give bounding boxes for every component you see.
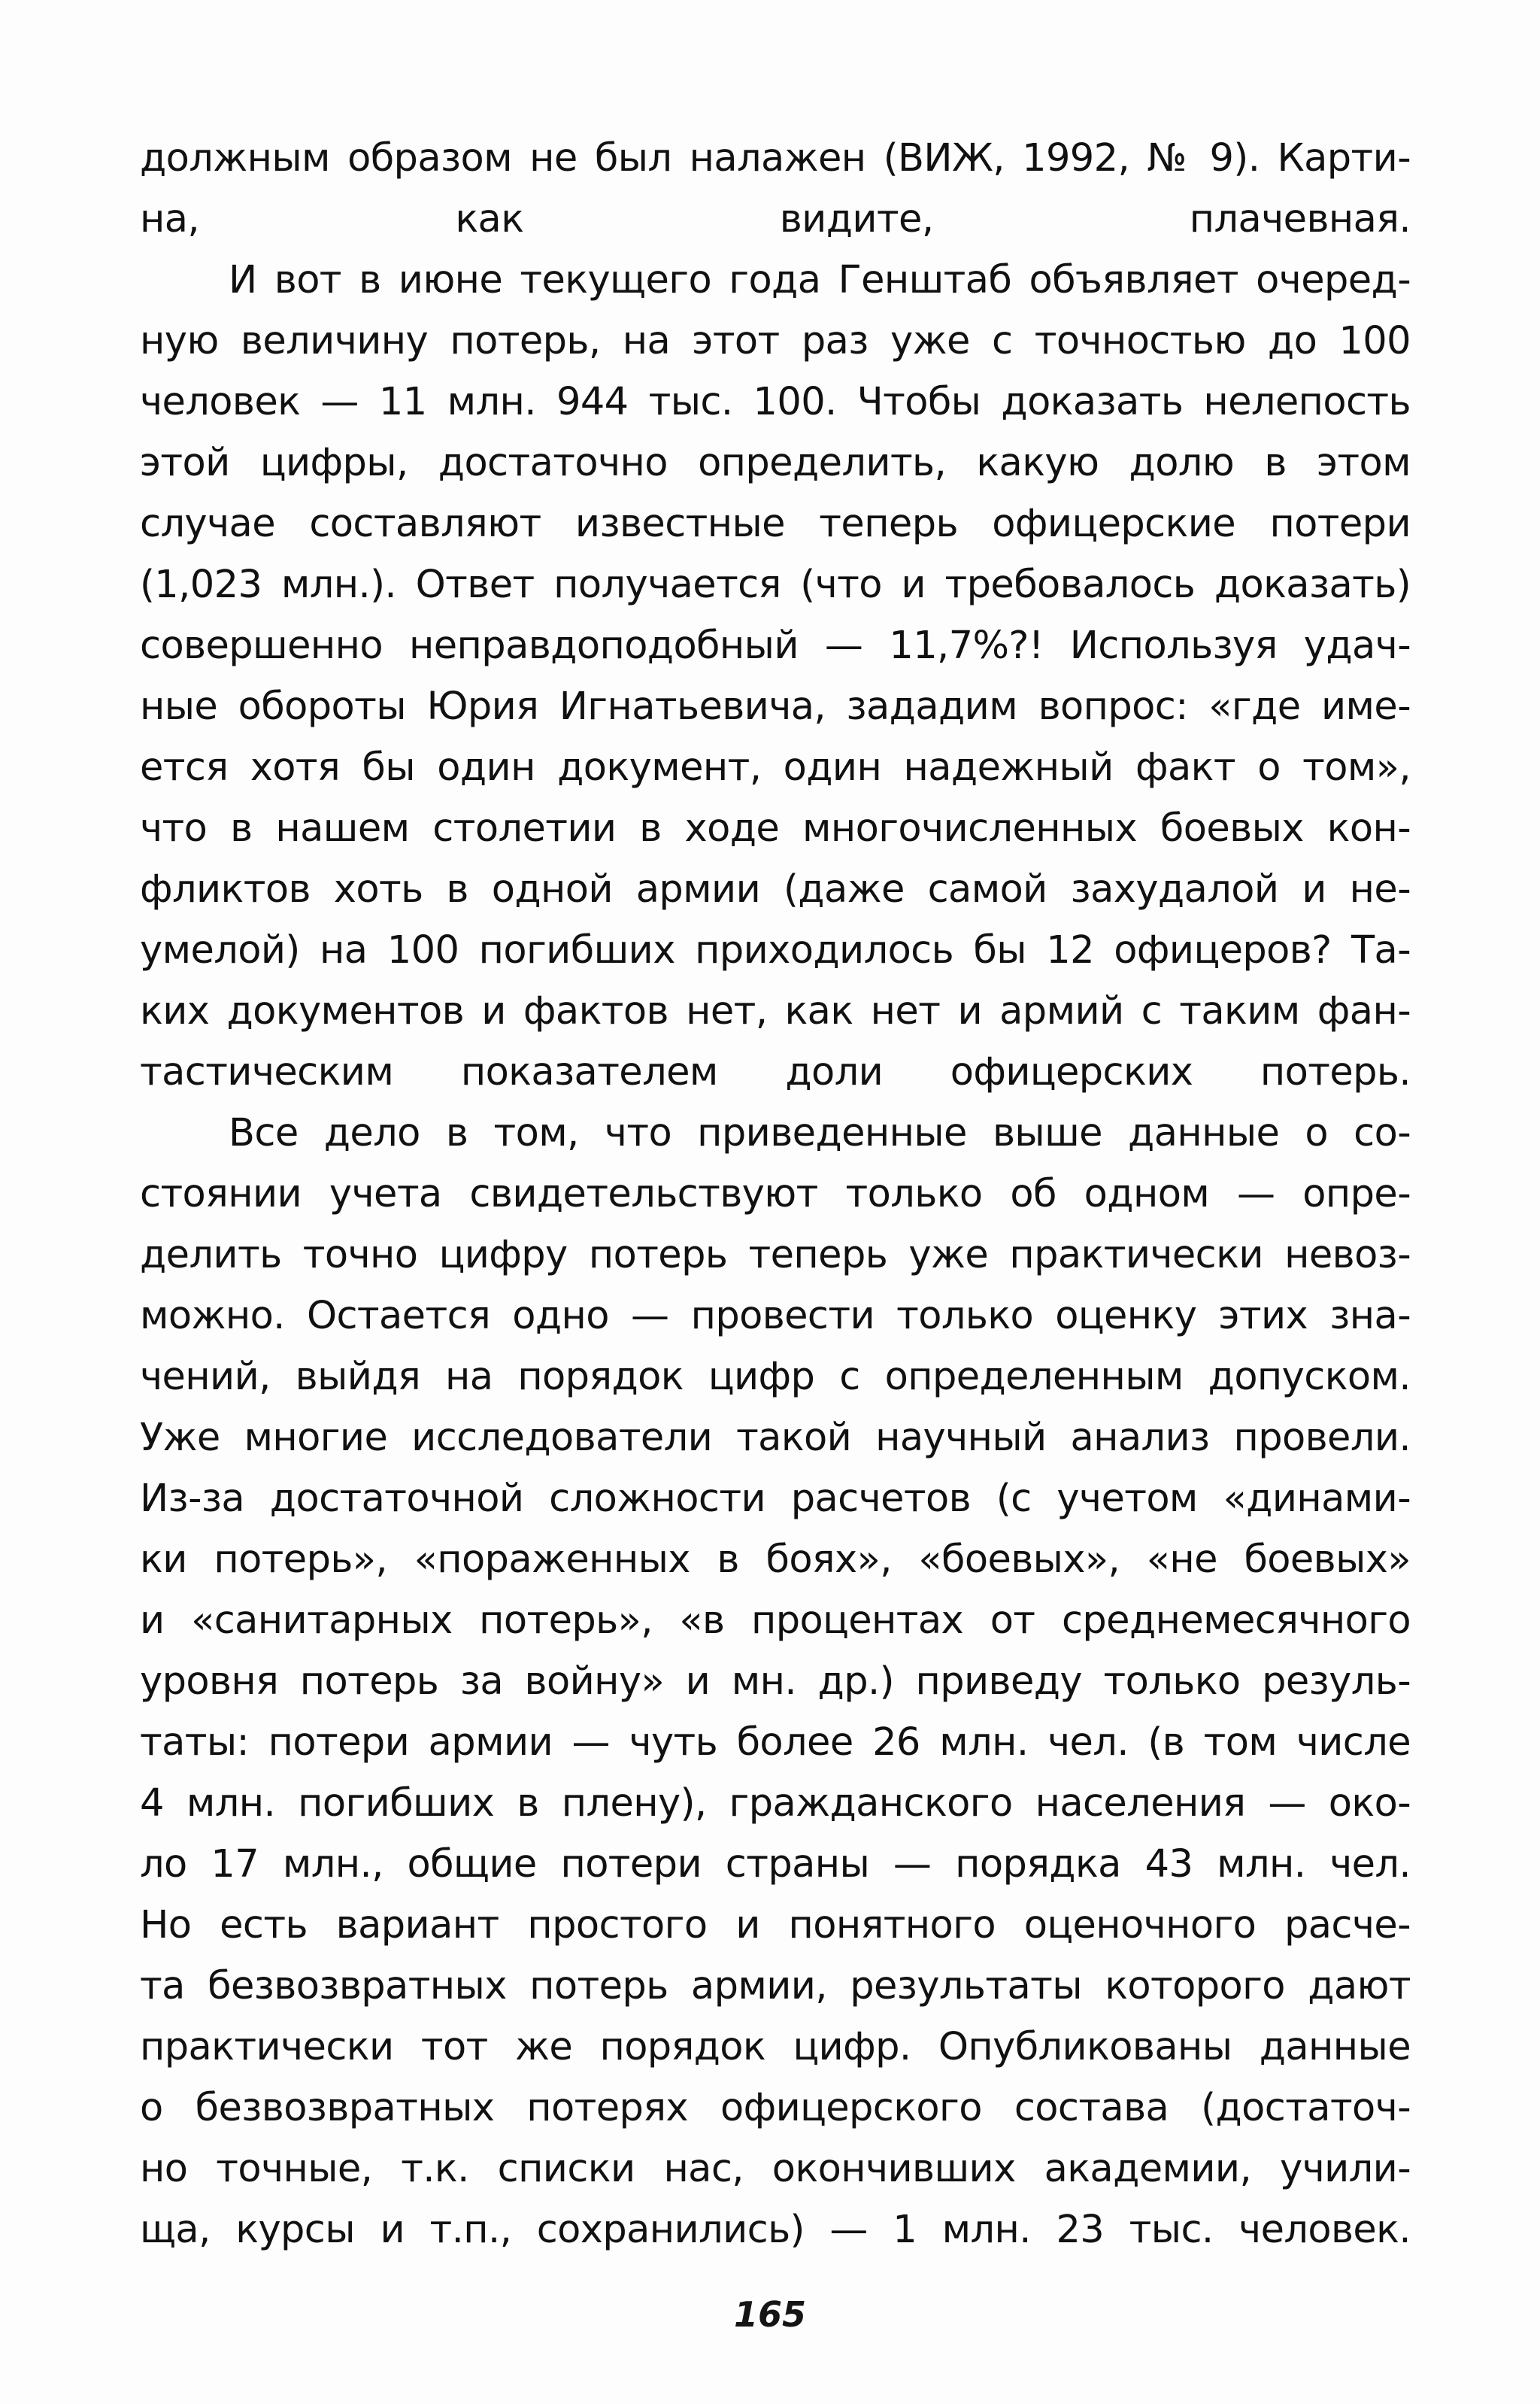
text-line: тастическим показателем доли офицерских потерь. (140, 1050, 1411, 1094)
text-line: практически тот же порядок цифр. Опубликованы данные (140, 2025, 1411, 2069)
text-line: делить точно цифру потерь теперь уже практически невоз- (140, 1233, 1411, 1277)
text-line: должным образом не был налажен (ВИЖ, 1992, № 9). Карти- (140, 136, 1411, 181)
text-line: Все дело в том, что приведенные выше данные о со- (229, 1111, 1411, 1155)
text-line: 4 млн. погибших в плену), гражданского населения — око- (140, 1781, 1411, 1826)
text-line: этой цифры, достаточно определить, какую долю в этом (140, 441, 1411, 485)
text-line: (1,023 млн.). Ответ получается (что и требовалось доказать) (140, 563, 1411, 607)
text-line: стоянии учета свидетельствуют только об одном — опре- (140, 1172, 1411, 1216)
text-line: Но есть вариант простого и понятного оценочного расче- (140, 1903, 1411, 1947)
text-line: ные обороты Юрия Игнатьевича, зададим вопрос: «где име- (140, 684, 1411, 729)
text-line: умелой) на 100 погибших приходилось бы 12 офицеров? Та- (140, 928, 1411, 973)
text-line: уровня потерь за войну» и мн. др.) приведу только резуль- (140, 1659, 1411, 1704)
text-line: о безвозвратных потерях офицерского состава (достаточ- (140, 2086, 1411, 2130)
body-text (140, 128, 1411, 2260)
text-line: что в нашем столетии в ходе многочисленных боевых кон- (140, 806, 1411, 851)
text-line: И вот в июне текущего года Генштаб объявляет очеред- (229, 258, 1411, 302)
text-line: но точные, т.к. списки нас, окончивших академии, учили- (140, 2147, 1411, 2191)
text-line: ную величину потерь, на этот раз уже с точностью до 100 (140, 319, 1411, 363)
text-line: таты: потери армии — чуть более 26 млн. чел. (в том числе (140, 1720, 1411, 1765)
text-line: Из-за достаточной сложности расчетов (с учетом «динами- (140, 1477, 1411, 1521)
text-line: можно. Остается одно — провести только оценку этих зна- (140, 1294, 1411, 1338)
text-line: и «санитарных потерь», «в процентах от среднемесячного (140, 1598, 1411, 1643)
text-line: ется хотя бы один документ, один надежный факт о том», (140, 745, 1411, 790)
text-line: случае составляют известные теперь офицерские потери (140, 502, 1411, 546)
paragraph (140, 250, 1411, 1103)
text-line: ща, курсы и т.п., сохранились) — 1 млн. 23 тыс. человек. (140, 2208, 1411, 2252)
text-line: Уже многие исследователи такой научный анализ провели. (140, 1416, 1411, 1460)
text-line: фликтов хоть в одной армии (даже самой захудалой и не- (140, 867, 1411, 912)
text-line: человек — 11 млн. 944 тыс. 100. Чтобы доказать нелепость (140, 380, 1411, 424)
paragraph (140, 1103, 1411, 2260)
paragraph (140, 128, 1411, 250)
text-line: ло 17 млн., общие потери страны — порядка 43 млн. чел. (140, 1842, 1411, 1886)
text-line: ки потерь», «пораженных в боях», «боевых», «не боевых» (140, 1537, 1411, 1582)
text-line: ких документов и фактов нет, как нет и армий с таким фан- (140, 989, 1411, 1034)
text-line: совершенно неправдоподобный — 11,7%?! Используя удач- (140, 624, 1411, 668)
text-line: на, как видите, плачевная. (140, 197, 1411, 241)
text-line: та безвозвратных потерь армии, результаты которого дают (140, 1964, 1411, 2008)
text-line: чений, выйдя на порядок цифр с определенным допуском. (140, 1355, 1411, 1399)
page-number: 165 (733, 2294, 807, 2335)
